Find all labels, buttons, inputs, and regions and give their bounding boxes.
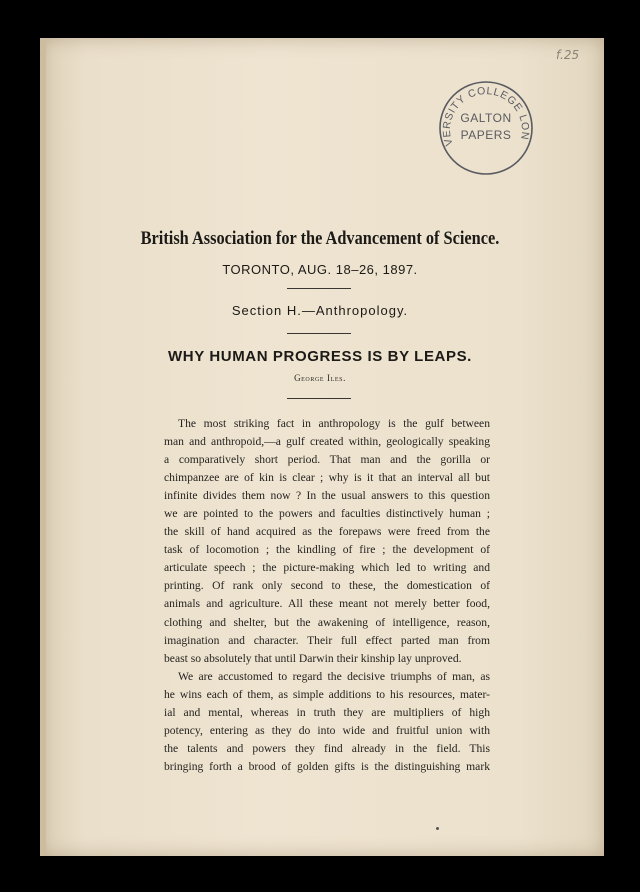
body-line: potency, entering as they do into wide and fruitful union with xyxy=(164,723,490,737)
body-line: articulate speech ; the picture-making which led to writing and xyxy=(164,561,490,575)
rule-1 xyxy=(287,288,351,289)
body-line: the talents and powers they find already in the field. This xyxy=(164,741,490,755)
stamp-ring-text: VERSITY COLLEGE LON xyxy=(440,84,532,148)
body-line: task of locomotion ; the kindling of fire ; the development of xyxy=(164,543,490,557)
body-text xyxy=(164,415,490,776)
body-line: clothing and shelter, but the awakening of intelligence, reason, xyxy=(164,615,490,629)
body-line: he wins each of them, as simple additions to his resources, mater- xyxy=(164,687,490,701)
body-line: ial and mental, whereas in truth they are multipliers of high xyxy=(164,705,490,719)
association-title: British Association for the Advancement of Science. xyxy=(140,228,500,249)
body-line: imagination and character. Their full effect parted man from xyxy=(164,633,490,647)
author-name: George Iles. xyxy=(294,373,346,383)
paper-title: WHY HUMAN PROGRESS IS BY LEAPS. xyxy=(168,348,472,365)
body-line: animals and agriculture. All these meant not merely better food, xyxy=(164,597,490,611)
body-line: chimpanzee are of kin is clear ; why is it that an interval all but xyxy=(164,471,490,485)
stamp-line-galton: GALTON xyxy=(460,111,512,125)
rule-2 xyxy=(287,333,351,334)
stamp-center xyxy=(438,110,534,144)
folio-mark: f.25 xyxy=(556,48,580,62)
stamp-line-papers: PAPERS xyxy=(460,128,512,142)
galton-papers-stamp xyxy=(438,80,534,176)
rule-3 xyxy=(287,398,351,399)
body-line: the skill of hand acquired as the forepaws were freed from the xyxy=(164,525,490,539)
body-line: printing. Of rank only second to these, the domestication of xyxy=(164,579,490,593)
paper-speck xyxy=(436,827,439,830)
body-line: we are pointed to the powers and faculties distinctively human ; xyxy=(164,507,490,521)
body-line: infinite divides them now ? In the usual answers to this question xyxy=(164,489,490,503)
body-line: We are accustomed to regard the decisive triumphs of man, as xyxy=(178,669,490,683)
body-line: beast so absolutely that until Darwin their kinship lay unproved. xyxy=(164,651,462,665)
body-line: The most striking fact in anthropology is the gulf between xyxy=(178,417,490,430)
body-line: a comparatively short period. That man and the gorilla or xyxy=(164,453,490,467)
body-line: man and anthropoid,—a gulf created within, geologically speaking xyxy=(164,435,490,449)
body-line: bringing forth a brood of golden gifts is the distinguishing mark xyxy=(164,759,490,773)
section-heading: Section H.—Anthropology. xyxy=(231,303,409,318)
dateline: TORONTO, AUG. 18–26, 1897. xyxy=(222,262,418,277)
page-edge xyxy=(40,38,46,856)
